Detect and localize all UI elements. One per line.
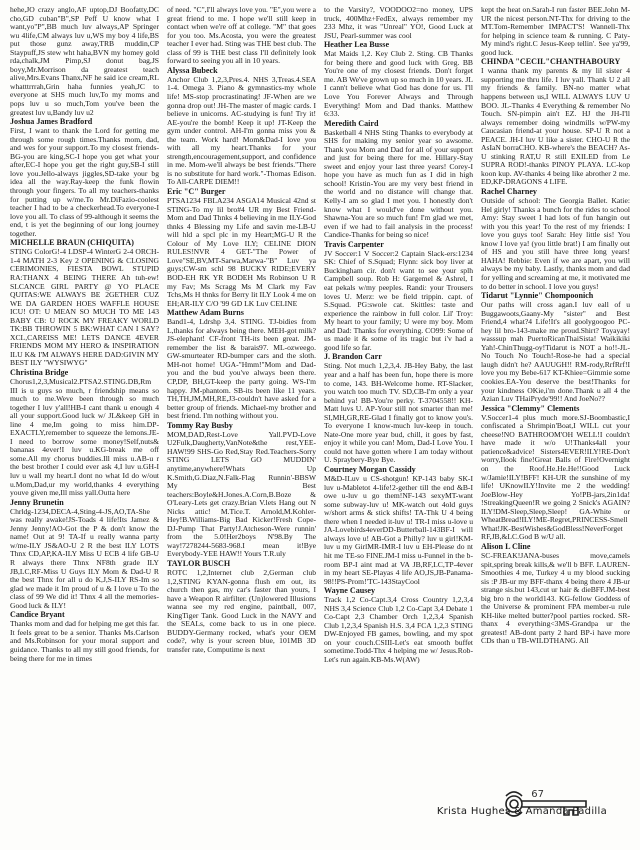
senior-name: CHINDA "CECIL"CHANTHABOURY — [481, 57, 621, 67]
senior-name: Wayne Causey — [324, 586, 376, 596]
senior-message: kept the heat on.Sarah-I run faster BEE.John M-UR the nicest person.NT-Thx for driving to the MT.Tom-Remember IMPACT'S! Wannell-Thx for helping in science team & running. C Paty-My mind's right.C Jesus-Keep tellin'. See ya'99, good luck. — [481, 6, 630, 57]
senior-message: ROTC 1,2,Internet club 2,German club 1,2,STING KYAN-gonna flush em out, its church then gas, my car's faster than yours, I have a Weapon R airfilter. (Un)lowered Illusions wanna see my red engine, paintball, 007, KingTiger Tank. Good Luck in the NAVY and the SEALs, come back to us in one piece. BUDDY-Germany rocked, what's your OEM code?, why is your screen blue, 101MB 3D transfer rate, Computime is next — [167, 568, 316, 654]
senior-message: Sting. Not much 1,2,3,4. JB-Hey Baby, the last year and a half has been fun, hope there is more to come, 143. BH-Welcome home. RT-Slacker, you watch too much TV. SD,CB-I'm only a year behind ya! BB-You're perky. T-3704558!! KH-Matt luvs U. AP-Your still not smarter than me! SI,MH,GR,RE-Glad I finally got to know you's. To everyone I know-much luv-keep in touch. Nate-One more year bud, chill, it goes by fast, enjoy it while you can! Mom, Dad-I Love You. I could not have gotten where I am today without U. Spraybery-Bye Bye. — [324, 361, 473, 465]
page-authors: Krista Hughes & Amanda Padilla — [436, 806, 607, 817]
senior-message: I wanna thank my parents & my lil sister 4 supporting me thru life. I luv yall. Thank U 2 all my friends & family. BN-no matter what happens between us,I WILL ALWAYS LUV U BOO. JL-Thanks 4 Everything & remember No Touch. SN-pimpin ain't EZ. HJ the JH-I'll always remember doing windmills w/PW-my Caucasian friend-at your house. SP-U R not a PEACE. JH-I luv U like a sister. CHO-U R the AsIaN borraCHO. KB-where's the BEACH? As-U stinking RAT,U R still EXILED from Le SUPRA ROD!-thanks PINOY PLAYA. LC-kop koon kup. AV-thanks 4 being like abrother 2 me. ED,KP-DRAGONS 4 LIFE. — [481, 66, 630, 187]
senior-name: Candice Bryant — [10, 610, 65, 620]
senior-name: Travis Carpenter — [324, 239, 384, 249]
senior-name: Alison L Cline — [481, 541, 531, 551]
column-2 — [167, 6, 316, 778]
senior-message: SC-FREAK!JANA-buses move,camels spit,spring break kills,& we'll b BFF. LAUREN-Smoothies 4 me, Turkey 4 u my blood sucking sis :P JB-ur my BFF-thanx 4 being there 4 JB-ur strange sis.but 143,cut ur hair & dieBFF.JM-best big bro n the world143. KG-fellow Goddess of the Universe & prominent FPA member-u rule KH-like melted butter?pool parties rocked. SR-thanx 4 everything<3MS-Grandpa ur the greatest! AB-dont party 2 hard BP-i have more CDs than u TB-WILDTHANG. All — [481, 550, 630, 646]
senior-name: J. Brandon Carr — [324, 352, 382, 362]
senior-message: Anchor Club 1,2,3,Pres.4. NHS 3,Treas.4.SEA 1-4. Omega 3. Piano & gymnastics-my whole life! MS-stop procrastinating! JF-When are we gonna drop out! JH-The master of magic cards. I believe in unicorns. AC-studying is fun! Try it! AE-you're the bomb! Keep it up! JT-Keep the gym under control. AH-I'm gonna miss you & the team. Work hard! Mom&Dad-I love you with all my heart.Thanks for your strength,encouragement,support, and confidence in me. Mom-we'll always be best friends."There is no substitute for hard work."-Thomas Edison. To All-CARPE DIEM!! — [167, 74, 316, 187]
senior-message: Thanks mom and dad for helping me get this far. It feels great to be a senior. Thanks Ms.Carlson and Ms.Robinson for your moral support and guidance. Thanks to all my still good friends, for being there for me in times — [10, 619, 159, 663]
senior-name: Tommy Ray Busby — [167, 420, 233, 430]
senior-message: to the Varsity?, VOODOO2=no money, UPS truck, 400Mhz+FedEx, always remember my 233 Mhz, it was "Unreal" YO!, Good Luck at JSU, Pearl-summer was cool — [324, 6, 473, 40]
senior-name: Courtney Morgan Cassidy — [324, 464, 416, 474]
senior-message: PTSA1234 FBLA234 ASGA14 Musical 42nd st STING-To my lil bro#4 UR my Best Friend-Mom and Dad Thnks 4 believing in me ILY-God thnks 4 Blessing my Life and savin me-LB-U will hld a spcl plc in my Heart;MG-U R the Colour of My Love ILY; CELINE DION RULES!NVR 4 GET-"The Power of Love"SE,BV,MT-Sarwa,Marwa-"B" Luv ya guys;CW-sm schl 98 BUCKY RIDE;EVERY BOD-EH RK YR BODEH Ms Robinson U R my Fav; Ms Scragg Ms M Clark my Fav Tchs,Ms H thnks for Berry lit ILY Look 4 me on EH;AR-ILY C/O '99 GD LK Luv CELINE — [167, 196, 316, 308]
column-1 — [10, 6, 159, 778]
senior-message: Chrldg-1234,DECA-4,Sting-4-JS,AO,TA-She was really awake!JS-Toads 4 life!Its Jamez & Jenny Jenny!AO-Got the P & don't know the name! Out at 9! TA-If u really wanna party w/me-ILY JS&AO-U 2 R the best ILY LOTS Thnx CD,AP,KA-ILY Miss U ECB 4 life GB-U R always there Thnx NF8th grade ILY JB,LC,RF-Miss U Guys ILY Mom & Dad-U R the best Thnx for all u do K,J,S-ILY RS-Im so glad we made it Im proud of u & I love u To the class of 99 We did it! Thnx 4 all the memories-Good luck & ILY! — [10, 506, 159, 610]
page-number: 67 — [531, 789, 544, 800]
senior-name: Alyssa Bubeck — [167, 65, 218, 75]
senior-message: Track 1,2 Co-Capt.3,4 Cross Country 1,2,3,4 NHS 3,4 Science Club 1,2 Co-Capt 3,4 Debate 1 Co-Capt 2,3 Chamber Orch 1,2,3,4 Spanish Club 1,2,3,4 Spanish H.S. 3,4 FCA 1,2,3 STING DW-Enjoyed FB games, bowling, and my spot on your couch.CSIII-Let's eat smooth buffet sometime.Todd-Thx 4 helping me w/ Jesus.Rob-Let's run again.KB-Ms.W(AW) — [324, 595, 473, 665]
column-3 — [324, 6, 473, 778]
senior-message: JV Soccer:1 V Soccer:2 Captain Slack-ers:1234 SK: Chief of S.Squad; Flynn: sick boy liver at Buckingham cir. don't want to see your splh Campbell soup. Rob H: Gargemel & Ashrel, I eat pekals w/my peeples. Randi: your Trousers loves U. Merz: we be field trippin. capt. of S.Squad. PG:swole cat. Skittles: taste and experience the rainbow in full color. Lil' Troy: My heart to your family; U were my boy. Mom and Dad: Thanks for everything. CO99: Some of us made it & some of its tragic but i'v had a good life so far. — [324, 248, 473, 352]
text-columns — [10, 6, 632, 778]
senior-message: Chorus1,2,3,Musical2.PTSA2.STING.DB,Rm III is u guys so much, r friendship means so much to me.Weve been through so much together I luv y'all!HB-I cant thank u enough 4 all your support.Good luck w/ JL&keep GH in line 4 me,Im going to miss him.DP-EXACTLY,remember to squeeze the lemons.JE-I need to borrow some money!Self,nuts& bananas 4ever!I luv u.KG-break me off some.All my chorus buddies.Ill miss u.AB-u r the best brother I could ever ask 4,I luv u.GH-I luv u wall my heart.I dont no what Id do w/out u.Mom,Dad,ur my world,thanks 4 everything youve given me,Ill miss yall.Outta here — [10, 377, 159, 498]
senior-message: MOM,DAD,Rest-Love Yall.PVD-Love U2Fulk,Daugherty,VanNote&the rest,YEE-HAW!99 SHS-Go Red,Stay Red.Teachers-Sorry STING LETS GO MUDDIN' anytime,anywhere!Whats Up K.Smith,G.Diaz,N.Falk-Flag Runnin'-BBSW My Best teachers:Boyle&H.Jones.A.Corn,B.Boze & O'Leary-Lets get crazy.Brian V.lets Hang out N Nicks attic! M.Tice.T. Arnold,M.Kohler-Hey!B.Williams-Big Bad Kicker!Fresh Cope-DJ-Pump That Party!J.Atcheson-Were runnin' from the 5.0!Her2boys N'98.By The way!7278244-5683-968.I mean it!Bye Everybody-YEE HAW!! Yours T.R.uly — [167, 429, 316, 559]
senior-message: V.Soccer1-4 plus much more.SJ-Boombastic,I confiscated a Shrimpin'Boat,I WILL cut your cheese!NO BATHROOM'OH WELL!I couldn't have made it w/o U!Thanks4all your patience&advice! Sisters4EVER!ILY!RE-Don't worry,Ilook fine!Great Balls of Fire!Overnight on the Roof.He.He.He!!Good Luck w/Jamie!ILY!BFF! KH-UR the sunshine of my life! UKnowILY!Invite me 2 the wedding! JoeBlow-Hey Yo!PB-jars,2in1da! !StreakingQueen!R we going 2 Snick's AGAIN?ILY!DM-Sleep,Sleep,Sleep! GA-White or WheatBread!ILY!ME-Regret,PRINCESS-Smell What!JK-BestWishes&GodBless!NeverForget RF,JB,&LC.God B w/U all. — [481, 412, 630, 542]
senior-name: TAYLOR BUSCH — [167, 559, 231, 568]
senior-name: Eric "C" Burger — [167, 186, 226, 196]
senior-message: Our paths will cross agan.I luv eall of u Buggawoots,Gaany-My "sister" and Best Friend,4 what?4 Life!It's all goolygoogoo PC-hey lil bro-143-make me proud.Shirt? Toyayay! wasssup mah PuertoRicanThaiSista! Waikikiki Yah!-ChinThugg-oy!Tidarut is NOT a ho!!-JL-No Touch No Touch!-Rose-he had a special laugh didn't he? AAUUGH!! RM-rody,RrfRrf!I love you my Bebe-617 KT-Khiee=Gimmie some cookies.EA-You deserve the best!Thanks for your kindness OKie,i'm done.Thank u all 4 the Azian Luv THaiPryde'99!! And JoeNo?? — [481, 300, 630, 404]
senior-name: Meredith Caird — [324, 118, 379, 128]
senior-name: MICHELLE BRAUN (CHIQUITA) — [10, 238, 134, 248]
senior-name: Matthew Adam Burns — [167, 308, 244, 318]
senior-name: Jenny Brunetin — [10, 497, 64, 507]
senior-message: M&D-ILuv u CS-shotgun! KP-143 baby SK-I luv u-Mabletot 4-life!2-gether till the end &B-I owe u-luv u go them!NF-143 sexyMT-want some subway-luv u! MK-watch out 4old guys w/short arms & stick shifts! TA-Thk U 4 being there when I needed it-luv u! TR-I miss u-love u JA-Lovebirds4everDD-Butterball-143BF-I will always love u! AB-Got a Philly? luv u girl!KM-luv u my GirlMR-IMR-I luv u EH-Please do nt hit me TE-so FINE.JM-I miss u-Funnel in the b-room BP-I aint mad at VA JB,RF,LC,TP-4ever in my heart SE-Playas 4 life AO,JS,JB-Panama-98!!PS-Prom!'TC-143StayCool — [324, 474, 473, 586]
senior-name: Jessica "Clemmy" Clements — [481, 403, 580, 413]
page-footer — [0, 778, 640, 850]
senior-message: of need. "C",I'll always love you. "E",you were a great friend to me. I hope we'll still keep in contact when we're off at college. "M" that goes for you too. Ms.Acosta, you were the greatest teacher I ever had. Sting was THE best club. The class of 99 is THE best class I'll definitely look forward to seeing you all in 10 years. — [167, 6, 316, 66]
column-4 — [481, 6, 630, 708]
senior-message: Basketball 4 NHS Sting Thanks to everybody at SHS for making my senior year so awsome. Thank you Mom and Dad for all of your support and just for being there for me. Hillary-Stay sweet and enjoy your last three years! Corey-I hope you have as much fun as I did in high school! Kristin-You are my very best friend in the world and no distance will change that. Kelly-I am so glad I met you. I honestly don't know what I would've done without you. Shawna-You are so much fun! I'm glad we met, even if we had to fail analysis in the process! Candice-Thanks for being so nice! — [324, 127, 473, 240]
senior-message: Band1-4, Ldrshp 3,4. STING. TJ-bidies from L,thanks for always being there. MEH-got milk?JS-elephant! CF-front TH-its been great. JM-remember the list & barais97. ML-ozweego. GW-smurteater RD-bumper cars and the sloth. MH-not home! UGA-"Hmm!"Mom and Dad-you and the bud you've always been there. CP,DP, BH,GT-keep the party going. WS-I'm happy. JM-phantom. SB-its been like 11 years. TH,TH,JM,MH,RE,J3-couldn't have asked for a better group of friends. Michael-my brother and best friend. I'm nothing without you. — [167, 317, 316, 421]
senior-message: Mat Maids 1,2. Key Club 2. Sting. CB Thanks for being there and good luck with Greg. BB You're one of my closest friends. Don't forget me. AB We've grown up so much in 10 years. JL I cann't believe what God has done for us. I'll Love You Forever Always and Through Everything! Mom and Dad thanks. Matthew 6:33. — [324, 49, 473, 119]
senior-name: Rachel Charney — [481, 186, 537, 196]
senior-name: Joshua James Bradford — [10, 117, 93, 127]
senior-name: Heather Lea Busse — [324, 40, 390, 50]
senior-message: STING ColorG!-4 LDSP-4 WinterG 2-4 ORCH-1-4 MATH 2-3 Key 2 OPENING & CLOSING CERIMONIES, FIESTA BOWL STUPID RA:THANX 4 BEING THERE Ah tuh-ew! SLCANCE GIRL PARTY @ YO PLACE QUITAS:WE ALWAYS BE 2GETHER CUZ WE DA GARDEN HOES WAFFLE HOUSE ICU! OT: U MEAN SO MUCH TO ME 143 BABY CB: U ROCK MY FREAKY WORLD TK:BB THROWIN 5 BK:WHAT CAN I SAY? XCL,CAREISS ME! LETS DANCE 4EVER FRIENDS MOM MY HERO & INSPIRATION ILU K& I'M ALWAYS HERE DAD:GIVIN MY BEST ILY "WYSIWYG" — [10, 247, 159, 368]
senior-message: First, I want to thank the Lord for getting me through some rough times.Thanks mom, dad, and wes for your support.To my closest friends-BG-you are king,SC-I hope you get what your after,EC-I hope you get the right guy,SB-I still love you.Jello-always jiggles,SD-take your bg idea all the way.Ray-keep the funk flowin through your fingers. To all my teachers-thanks for putting up w/me.To Mr.DiFazio-coolest teacher I had to be a checkerhead.To everyone-I love you all. To class of 99-although it seems the end, t is yet the beginning of our long journey together. — [10, 126, 159, 238]
senior-name: Christina Bridge — [10, 367, 69, 377]
senior-message: Outside of school: The Georgia Ballet. Katie: Hel girly! Thanks a bunch for the rides to school Amy: Stay sweet I had lots of fun hangin out with you this year! To the rest of my friends: I love you guys too! Sarah: Hey little sis! You know I love ya! (you little brat!) I am finally out of HS and you still have three long years! HAHA! Rebbie: Even if we are apart, you will always be my baby. Lastly, thanks mom and dad for yelling and screaming at me, it motivated me to do better in school. I love you guys! — [481, 196, 630, 291]
senior-name: Tidarut "Lynnie" Chompoonich — [481, 291, 594, 301]
senior-message: hehe,JO crazy anglo,AF uptop,DJ Boofatty,DC cho,GD cuban"B",SP Peff U know what I want,yo"P",BB much luv always,AP Springer wu 4life,CM always luv u,WS my boy 4 life,BS put those gunz away,TRB muddin,CP Staypuff,JS stew wht haha,BVN my homey gold rda,chalk,JM Pimp,SJ donut bag,JS boyy,Mr.Morrison da greatest teach alive,Mrs.Evans Thanx,NF he said ice cream,RL whatttrrrah,Grin haha funnies yeah,JC to everyone at SHS much luv,To my moms and pops luv u so much,Tom you've been the greatest luv u,Bandy luv u2 — [10, 6, 159, 117]
